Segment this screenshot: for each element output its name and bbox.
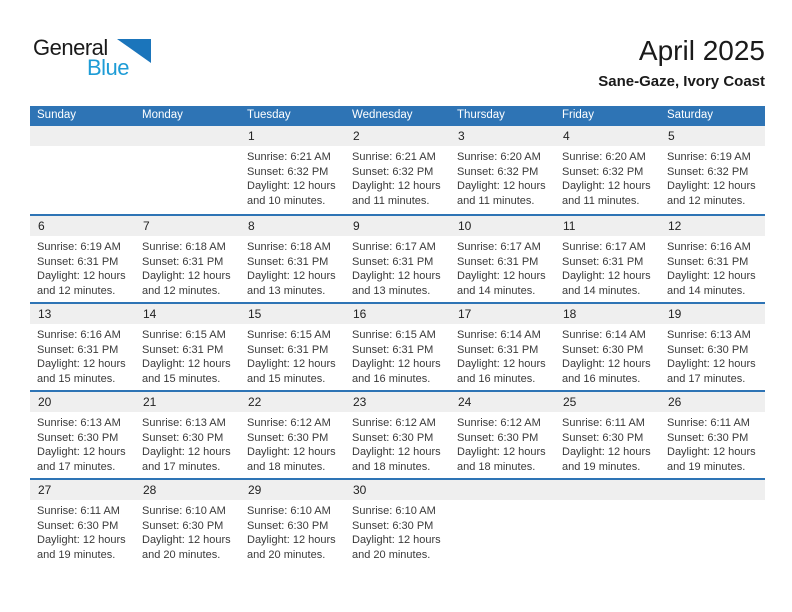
- daylight-text: Daylight: 12 hours and 20 minutes.: [142, 534, 231, 561]
- sunrise-text: Sunrise: 6:15 AM: [352, 329, 436, 341]
- daylight-text: Daylight: 12 hours and 20 minutes.: [247, 534, 336, 561]
- sunrise-text: Sunrise: 6:15 AM: [142, 329, 226, 341]
- calendar-cell-empty: [135, 126, 240, 214]
- day-number: 19: [660, 304, 765, 324]
- day-number: [135, 126, 240, 146]
- daylight-text: Daylight: 12 hours and 15 minutes.: [37, 358, 126, 385]
- cell-body: [660, 146, 765, 208]
- calendar-cell-empty: [30, 126, 135, 214]
- cell-body: [240, 412, 345, 474]
- cell-body: [660, 412, 765, 474]
- sunset-text: Sunset: 6:32 PM: [562, 165, 644, 178]
- day-number: 2: [345, 126, 450, 146]
- sunset-text: Sunset: 6:31 PM: [457, 343, 539, 356]
- page-subtitle: Sane-Gaze, Ivory Coast: [598, 73, 765, 90]
- daylight-text: Daylight: 12 hours and 16 minutes.: [562, 358, 651, 385]
- calendar-cell: [555, 126, 660, 214]
- cell-body: [450, 412, 555, 474]
- day-number: 1: [240, 126, 345, 146]
- sunrise-text: Sunrise: 6:17 AM: [352, 241, 436, 253]
- daylight-text: Daylight: 12 hours and 16 minutes.: [457, 358, 546, 385]
- cell-body: [30, 412, 135, 474]
- sunrise-text: Sunrise: 6:16 AM: [37, 329, 121, 341]
- cell-body: [555, 146, 660, 208]
- daylight-text: Daylight: 12 hours and 14 minutes.: [562, 270, 651, 297]
- daylight-text: Daylight: 12 hours and 11 minutes.: [457, 180, 546, 207]
- daylight-text: Daylight: 12 hours and 18 minutes.: [352, 446, 441, 473]
- calendar-cell-empty: [555, 480, 660, 566]
- daylight-text: Daylight: 12 hours and 15 minutes.: [142, 358, 231, 385]
- sunrise-text: Sunrise: 6:19 AM: [667, 151, 751, 163]
- day-number: 20: [30, 392, 135, 412]
- daylight-text: Daylight: 12 hours and 12 minutes.: [667, 180, 756, 207]
- sunrise-text: Sunrise: 6:18 AM: [247, 241, 331, 253]
- daylight-text: Daylight: 12 hours and 14 minutes.: [457, 270, 546, 297]
- day-number: 5: [660, 126, 765, 146]
- sunrise-text: Sunrise: 6:11 AM: [562, 417, 645, 429]
- sunrise-text: Sunrise: 6:13 AM: [667, 329, 751, 341]
- calendar-cell-empty: [660, 480, 765, 566]
- daylight-text: Daylight: 12 hours and 20 minutes.: [352, 534, 441, 561]
- daylight-text: Daylight: 12 hours and 11 minutes.: [562, 180, 651, 207]
- daylight-text: Daylight: 12 hours and 18 minutes.: [247, 446, 336, 473]
- sunrise-text: Sunrise: 6:14 AM: [457, 329, 541, 341]
- day-number: [30, 126, 135, 146]
- daylight-text: Daylight: 12 hours and 19 minutes.: [562, 446, 651, 473]
- daylight-text: Daylight: 12 hours and 10 minutes.: [247, 180, 336, 207]
- sunset-text: Sunset: 6:30 PM: [247, 519, 329, 532]
- daylight-text: Daylight: 12 hours and 14 minutes.: [667, 270, 756, 297]
- cell-body: [240, 236, 345, 298]
- daylight-text: Daylight: 12 hours and 13 minutes.: [352, 270, 441, 297]
- sunset-text: Sunset: 6:31 PM: [667, 255, 749, 268]
- daylight-text: Daylight: 12 hours and 12 minutes.: [37, 270, 126, 297]
- daylight-text: Daylight: 12 hours and 16 minutes.: [352, 358, 441, 385]
- sunset-text: Sunset: 6:32 PM: [667, 165, 749, 178]
- cell-body: [30, 236, 135, 298]
- daylight-text: Daylight: 12 hours and 17 minutes.: [37, 446, 126, 473]
- day-number: 11: [555, 216, 660, 236]
- day-number: 27: [30, 480, 135, 500]
- sunset-text: Sunset: 6:31 PM: [247, 255, 329, 268]
- logo-text-blue: Blue: [87, 55, 130, 80]
- cell-body: [135, 324, 240, 386]
- day-number: [555, 480, 660, 500]
- title-block: [598, 36, 765, 90]
- calendar-grid: [30, 126, 765, 566]
- cell-body: [555, 412, 660, 474]
- sunrise-text: Sunrise: 6:19 AM: [37, 241, 121, 253]
- day-number: [660, 480, 765, 500]
- calendar-cell: [660, 126, 765, 214]
- sunset-text: Sunset: 6:30 PM: [142, 431, 224, 444]
- calendar-cell: [30, 480, 135, 566]
- daylight-text: Daylight: 12 hours and 17 minutes.: [667, 358, 756, 385]
- sunset-text: Sunset: 6:31 PM: [562, 255, 644, 268]
- sunrise-text: Sunrise: 6:20 AM: [457, 151, 541, 163]
- day-number: 16: [345, 304, 450, 324]
- calendar-cell: [660, 216, 765, 302]
- sunset-text: Sunset: 6:31 PM: [37, 343, 119, 356]
- calendar-cell: [345, 216, 450, 302]
- sunrise-text: Sunrise: 6:11 AM: [37, 505, 120, 517]
- cell-body: [345, 146, 450, 208]
- sunset-text: Sunset: 6:32 PM: [352, 165, 434, 178]
- cell-body: [30, 324, 135, 386]
- sunrise-text: Sunrise: 6:17 AM: [457, 241, 541, 253]
- sunset-text: Sunset: 6:31 PM: [37, 255, 119, 268]
- calendar-cell: [450, 126, 555, 214]
- sunrise-text: Sunrise: 6:12 AM: [457, 417, 541, 429]
- cell-body: [450, 146, 555, 208]
- day-number: 8: [240, 216, 345, 236]
- sunset-text: Sunset: 6:30 PM: [37, 519, 119, 532]
- sunset-text: Sunset: 6:31 PM: [142, 343, 224, 356]
- cell-body: [240, 500, 345, 562]
- daylight-text: Daylight: 12 hours and 11 minutes.: [352, 180, 441, 207]
- calendar-cell: [135, 216, 240, 302]
- weekday-header-sunday: Sunday: [37, 109, 77, 121]
- sunrise-text: Sunrise: 6:14 AM: [562, 329, 646, 341]
- calendar-cell: [450, 304, 555, 390]
- sunset-text: Sunset: 6:30 PM: [667, 431, 749, 444]
- calendar: [30, 106, 765, 566]
- logo-triangle-icon: [117, 39, 151, 68]
- weekday-header-row: [30, 106, 765, 126]
- day-number: 29: [240, 480, 345, 500]
- day-number: 17: [450, 304, 555, 324]
- weekday-header-saturday: Saturday: [667, 109, 714, 121]
- logo-text-general: General: [33, 35, 108, 60]
- calendar-cell: [30, 216, 135, 302]
- sunrise-text: Sunrise: 6:13 AM: [142, 417, 226, 429]
- sunrise-text: Sunrise: 6:10 AM: [247, 505, 331, 517]
- week-row: [30, 302, 765, 390]
- page-title: April 2025: [638, 35, 765, 66]
- cell-body: [135, 236, 240, 298]
- day-number: 24: [450, 392, 555, 412]
- sunset-text: Sunset: 6:30 PM: [352, 519, 434, 532]
- cell-body: [135, 412, 240, 474]
- cell-body: [450, 236, 555, 298]
- sunrise-text: Sunrise: 6:11 AM: [667, 417, 750, 429]
- calendar-cell: [555, 392, 660, 478]
- day-number: 4: [555, 126, 660, 146]
- daylight-text: Daylight: 12 hours and 17 minutes.: [142, 446, 231, 473]
- sunset-text: Sunset: 6:31 PM: [352, 255, 434, 268]
- logo: [33, 36, 203, 94]
- sunset-text: Sunset: 6:30 PM: [562, 431, 644, 444]
- cell-body: [345, 412, 450, 474]
- day-number: 13: [30, 304, 135, 324]
- calendar-cell: [345, 480, 450, 566]
- weekday-header-tuesday: Tuesday: [247, 109, 291, 121]
- header: [33, 36, 765, 94]
- calendar-cell: [30, 392, 135, 478]
- sunrise-text: Sunrise: 6:18 AM: [142, 241, 226, 253]
- sunset-text: Sunset: 6:30 PM: [562, 343, 644, 356]
- day-number: 12: [660, 216, 765, 236]
- daylight-text: Daylight: 12 hours and 19 minutes.: [667, 446, 756, 473]
- sunrise-text: Sunrise: 6:21 AM: [247, 151, 331, 163]
- day-number: 26: [660, 392, 765, 412]
- calendar-cell: [135, 392, 240, 478]
- cell-body: [240, 324, 345, 386]
- day-number: 28: [135, 480, 240, 500]
- sunset-text: Sunset: 6:32 PM: [247, 165, 329, 178]
- calendar-cell: [240, 304, 345, 390]
- day-number: 10: [450, 216, 555, 236]
- calendar-cell: [135, 304, 240, 390]
- calendar-cell: [240, 216, 345, 302]
- calendar-cell: [345, 304, 450, 390]
- calendar-cell: [660, 392, 765, 478]
- weekday-header-friday: Friday: [562, 109, 594, 121]
- sunrise-text: Sunrise: 6:12 AM: [247, 417, 331, 429]
- cell-body: [345, 500, 450, 562]
- week-row: [30, 478, 765, 566]
- sunrise-text: Sunrise: 6:12 AM: [352, 417, 436, 429]
- sunrise-text: Sunrise: 6:21 AM: [352, 151, 436, 163]
- cell-body: [555, 324, 660, 386]
- calendar-cell: [450, 216, 555, 302]
- calendar-cell: [345, 126, 450, 214]
- sunset-text: Sunset: 6:31 PM: [352, 343, 434, 356]
- day-number: 22: [240, 392, 345, 412]
- day-number: 23: [345, 392, 450, 412]
- sunset-text: Sunset: 6:30 PM: [142, 519, 224, 532]
- sunset-text: Sunset: 6:30 PM: [667, 343, 749, 356]
- calendar-cell: [555, 304, 660, 390]
- calendar-cell: [345, 392, 450, 478]
- calendar-cell: [450, 392, 555, 478]
- daylight-text: Daylight: 12 hours and 15 minutes.: [247, 358, 336, 385]
- day-number: 3: [450, 126, 555, 146]
- sunset-text: Sunset: 6:30 PM: [352, 431, 434, 444]
- cell-body: [660, 236, 765, 298]
- weekday-header-thursday: Thursday: [457, 109, 505, 121]
- calendar-cell: [555, 216, 660, 302]
- sunset-text: Sunset: 6:30 PM: [457, 431, 539, 444]
- day-number: [450, 480, 555, 500]
- sunrise-text: Sunrise: 6:10 AM: [352, 505, 436, 517]
- day-number: 6: [30, 216, 135, 236]
- day-number: 30: [345, 480, 450, 500]
- day-number: 7: [135, 216, 240, 236]
- sunrise-text: Sunrise: 6:20 AM: [562, 151, 646, 163]
- weekday-header-wednesday: Wednesday: [352, 109, 413, 121]
- sunrise-text: Sunrise: 6:16 AM: [667, 241, 751, 253]
- calendar-cell: [135, 480, 240, 566]
- day-number: 21: [135, 392, 240, 412]
- sunrise-text: Sunrise: 6:10 AM: [142, 505, 226, 517]
- calendar-cell: [660, 304, 765, 390]
- week-row: [30, 214, 765, 302]
- daylight-text: Daylight: 12 hours and 18 minutes.: [457, 446, 546, 473]
- day-number: 9: [345, 216, 450, 236]
- week-row: [30, 126, 765, 214]
- sunset-text: Sunset: 6:31 PM: [142, 255, 224, 268]
- daylight-text: Daylight: 12 hours and 13 minutes.: [247, 270, 336, 297]
- daylight-text: Daylight: 12 hours and 12 minutes.: [142, 270, 231, 297]
- cell-body: [660, 324, 765, 386]
- day-number: 18: [555, 304, 660, 324]
- cell-body: [345, 324, 450, 386]
- calendar-cell-empty: [450, 480, 555, 566]
- calendar-cell: [30, 304, 135, 390]
- cell-body: [450, 324, 555, 386]
- sunrise-text: Sunrise: 6:15 AM: [247, 329, 331, 341]
- day-number: 25: [555, 392, 660, 412]
- calendar-cell: [240, 126, 345, 214]
- day-number: 14: [135, 304, 240, 324]
- sunrise-text: Sunrise: 6:13 AM: [37, 417, 121, 429]
- cell-body: [135, 500, 240, 562]
- week-row: [30, 390, 765, 478]
- sunset-text: Sunset: 6:30 PM: [37, 431, 119, 444]
- sunset-text: Sunset: 6:31 PM: [457, 255, 539, 268]
- sunrise-text: Sunrise: 6:17 AM: [562, 241, 646, 253]
- sunset-text: Sunset: 6:31 PM: [247, 343, 329, 356]
- calendar-cell: [240, 392, 345, 478]
- cell-body: [555, 236, 660, 298]
- cell-body: [30, 500, 135, 562]
- cell-body: [345, 236, 450, 298]
- day-number: 15: [240, 304, 345, 324]
- sunset-text: Sunset: 6:32 PM: [457, 165, 539, 178]
- daylight-text: Daylight: 12 hours and 19 minutes.: [37, 534, 126, 561]
- sunset-text: Sunset: 6:30 PM: [247, 431, 329, 444]
- calendar-cell: [240, 480, 345, 566]
- weekday-header-monday: Monday: [142, 109, 183, 121]
- cell-body: [240, 146, 345, 208]
